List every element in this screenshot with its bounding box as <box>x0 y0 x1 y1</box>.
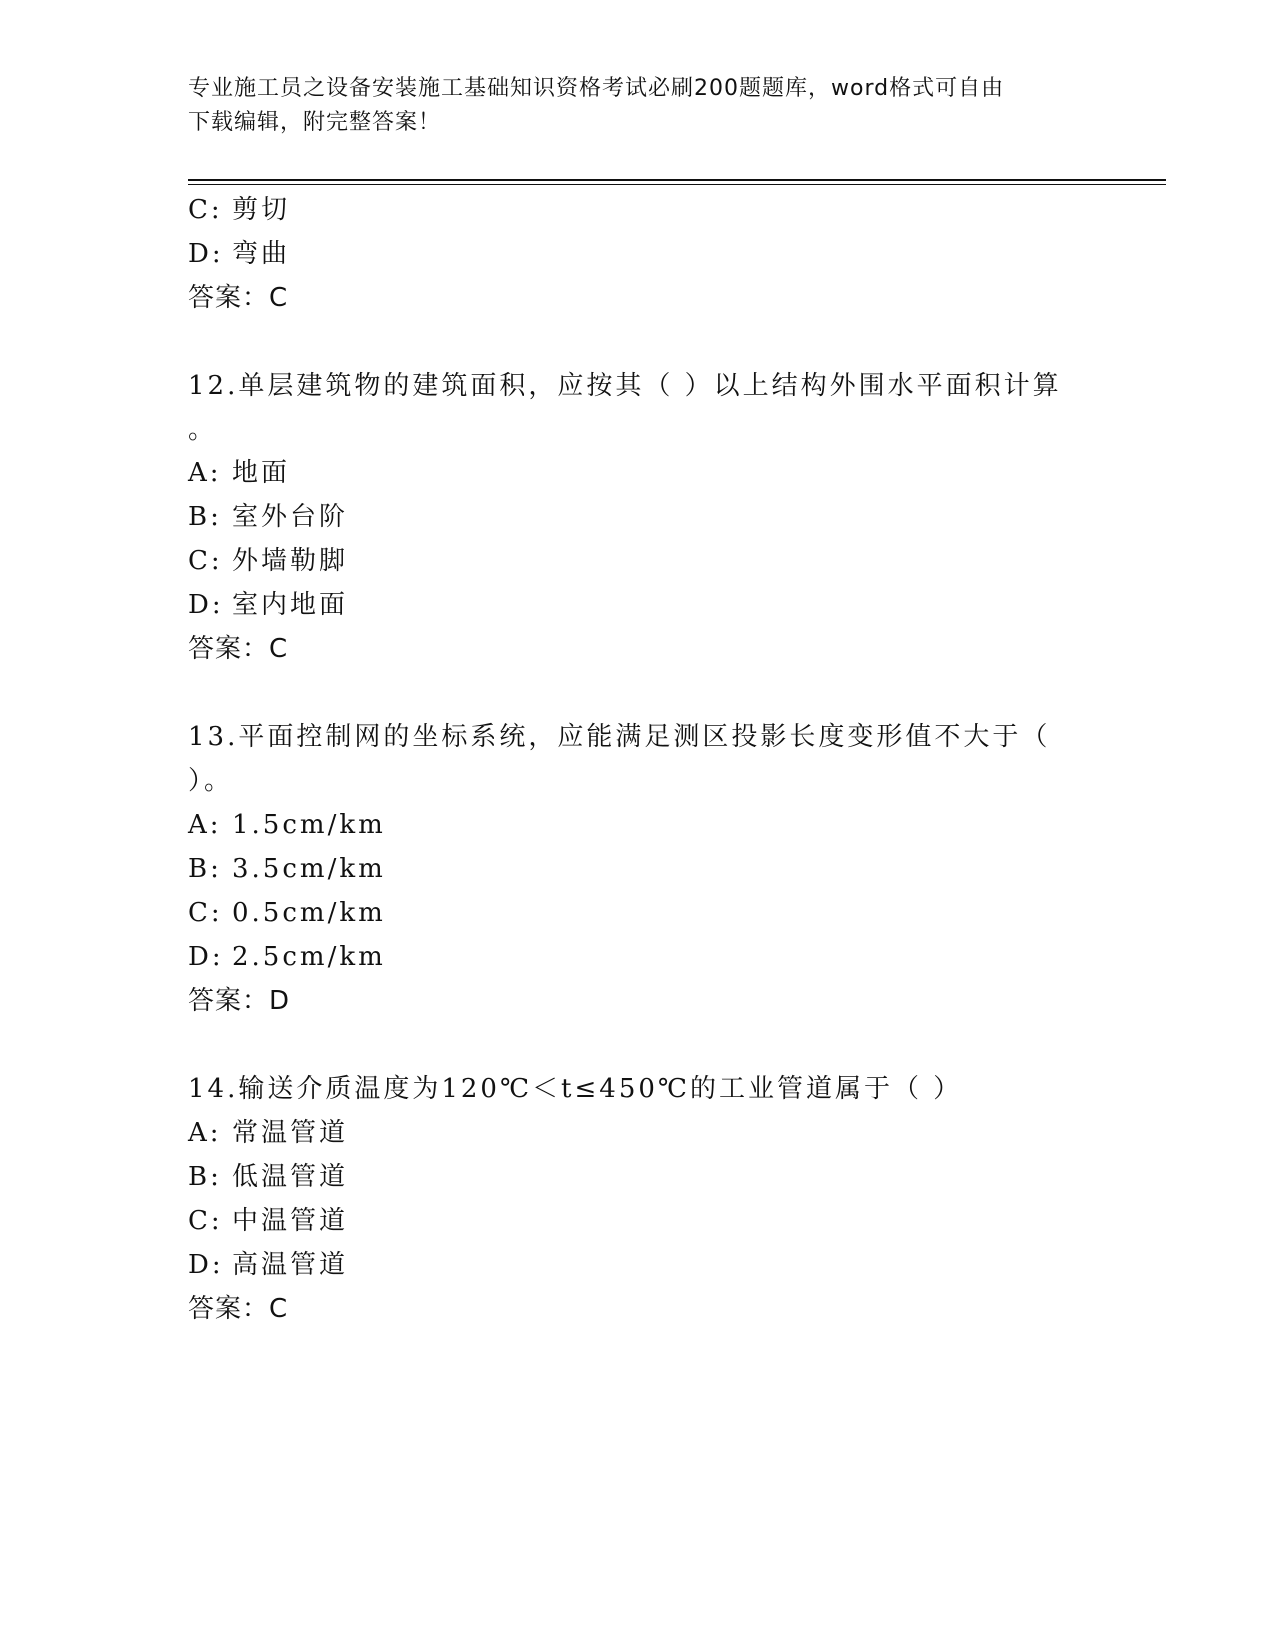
q12-option-d <box>188 588 348 622</box>
option-label: C: <box>188 546 223 576</box>
option-text: 3.5cm/km <box>232 854 386 884</box>
q14-question-line-1: 14.输送介质温度为120℃＜t≤450℃的工业管道属于（ ） <box>188 1074 963 1104</box>
option-text: 地面 <box>232 458 291 488</box>
q13-option-b <box>188 852 386 886</box>
q13-option-c <box>188 896 386 930</box>
q11-answer: 答案：C <box>188 283 289 313</box>
q13-option-d <box>188 940 386 974</box>
option-text: 剪切 <box>232 195 291 225</box>
option-text: 0.5cm/km <box>232 898 386 928</box>
option-text: 室内地面 <box>232 590 349 620</box>
q13-option-a <box>188 808 386 842</box>
option-label: A: <box>188 810 222 840</box>
option-label: D: <box>188 1250 224 1280</box>
option-text: 室外台阶 <box>232 502 349 532</box>
option-text: 高温管道 <box>232 1250 349 1280</box>
option-label: B: <box>188 854 222 884</box>
q13-question-line-1: 13.平面控制网的坐标系统，应能满足测区投影长度变形值不大于（ <box>188 722 1051 752</box>
option-text: 外墙勒脚 <box>232 546 349 576</box>
option-text: 2.5cm/km <box>232 942 386 972</box>
option-label: D: <box>188 590 224 620</box>
q13-answer: 答案：D <box>188 986 291 1016</box>
option-text: 中温管道 <box>232 1206 349 1236</box>
q11-option-d <box>188 237 290 271</box>
option-text: 弯曲 <box>232 239 291 269</box>
option-label: D: <box>188 942 224 972</box>
q14-option-a <box>188 1116 348 1150</box>
header-line-1: 专业施工员之设备安装施工基础知识资格考试必刷200题题库，word格式可自由 <box>188 76 1005 101</box>
option-label: B: <box>188 1162 222 1192</box>
option-label: C: <box>188 1206 223 1236</box>
q12-option-a <box>188 456 290 490</box>
q14-option-c <box>188 1204 348 1238</box>
q12-option-b <box>188 500 348 534</box>
option-label: D: <box>188 239 224 269</box>
q13-question-line-2: ）。 <box>188 766 234 796</box>
q12-question-line-2: 。 <box>188 415 218 445</box>
option-label: A: <box>188 1118 222 1148</box>
option-label: A: <box>188 458 222 488</box>
option-text: 常温管道 <box>232 1118 349 1148</box>
header-divider <box>188 179 1166 185</box>
header-line-2: 下载编辑，附完整答案！ <box>188 110 442 135</box>
option-label: B: <box>188 502 222 532</box>
q14-option-b <box>188 1160 348 1194</box>
page-header <box>188 72 1068 140</box>
option-label: C: <box>188 898 223 928</box>
q12-question-line-1: 12.单层建筑物的建筑面积，应按其（ ）以上结构外围水平面积计算 <box>188 371 1062 401</box>
q12-answer: 答案：C <box>188 634 289 664</box>
option-text: 低温管道 <box>232 1162 349 1192</box>
option-label: C: <box>188 195 223 225</box>
q11-option-c <box>188 193 290 227</box>
q14-answer: 答案：C <box>188 1294 289 1324</box>
option-text: 1.5cm/km <box>232 810 386 840</box>
q14-option-d <box>188 1248 348 1282</box>
q12-option-c <box>188 544 348 578</box>
